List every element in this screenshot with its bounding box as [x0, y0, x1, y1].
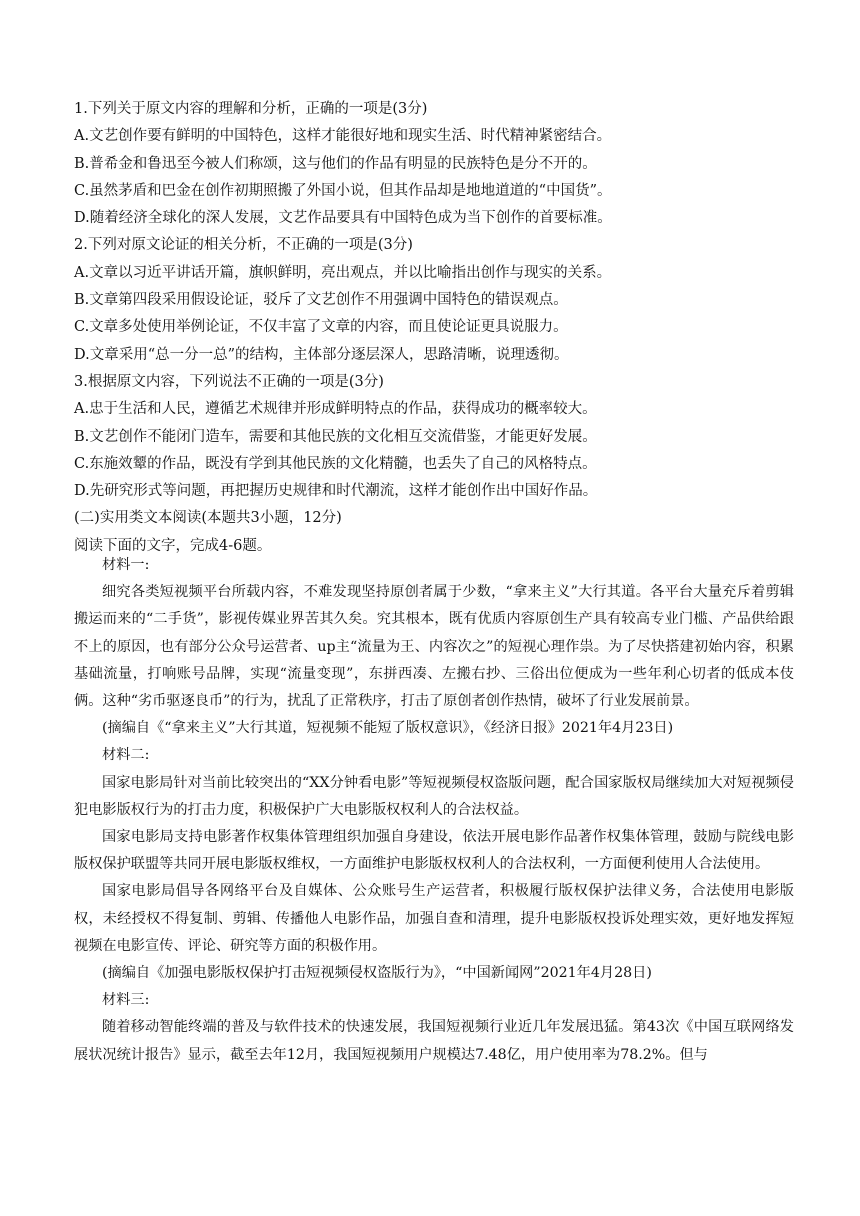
- material-2-paragraph-3: 国家电影局倡导各网络平台及自媒体、公众账号生产运营者，积极履行版权保护法律义务，合法使用电影版权，未经授权不得复制、剪辑、传播他人电影作品，加强自查和清理，提升电影版权投诉处理实效，更好地发挥短视频在电影宣传、评论、研究等方面的积极作用。: [74, 883, 794, 954]
- question-3-option-c: C.东施效颦的作品，既没有学到其他民族的文化精髓，也丢失了自己的风格特点。: [74, 455, 597, 472]
- material-3-label: 材料三:: [102, 992, 150, 1009]
- material-2-source: (摘编自《加强电影版权保护打击短视频侵权盗版行为》，“中国新闻网”2021年4月28日): [102, 965, 652, 982]
- material-1-label: 材料一:: [102, 557, 150, 573]
- question-1-option-b: B.普希金和鲁迅至今被人们称颂，这与他们的作品有明显的民族特色是分不开的。: [74, 155, 597, 172]
- question-1-option-c: C.虽然茅盾和巴金在创作初期照搬了外国小说，但其作品却是地地道道的“中国货”。: [74, 182, 612, 199]
- question-3-option-d: D.先研究形式等问题，再把握历史规律和时代潮流，这样才能创作出中国好作品。: [74, 483, 598, 500]
- question-3-stem: 3.根据原文内容，下列说法不正确的一项是(3分): [74, 373, 384, 390]
- question-2-option-a: A.文章以习近平讲话开篇，旗帜鲜明，亮出观点，并以比喻指出创作与现实的关系。: [74, 264, 612, 281]
- material-1-source: (摘编自《“拿来主义”大行其道，短视频不能短了版权意识》，《经济日报》2021年4月23日): [102, 720, 674, 737]
- material-1-paragraph: 细究各类短视频平台所载内容，不难发现坚持原创者属于少数，“拿来主义”大行其道。各平台大量充斥着剪辑搬运而来的“二手货”，影视传媒业界苦其久矣。究其根本，既有优质内容原创生产具有较高专业门槛、产品供给跟不上的原因，也有部分公众号运营者、up主“流量为王、内容次之”的短视心理作祟。为了尽快搭建初始内容，积累基础流量，打响账号品牌，实现“流量变现”，东拼西凑、左搬右抄、三俗出位便成为一些年利心切者的低成本伎俩。这种“劣币驱逐良币”的行为，扰乱了正常秩序，打击了原创者创作热情，破坏了行业发展前景。: [74, 584, 794, 710]
- question-2-stem: 2.下列对原文论证的相关分析，不正确的一项是(3分): [74, 237, 413, 254]
- question-2-option-b: B.文章第四段采用假设论证，驳斥了文艺创作不用强调中国特色的错误观点。: [74, 292, 568, 309]
- reading-materials: [74, 552, 794, 1069]
- question-3-option-b: B.文艺创作不能闭门造车，需要和其他民族的文化相互交流借鉴，才能更好发展。: [74, 428, 597, 445]
- question-1-option-d: D.随着经济全球化的深人发展，文艺作品要具有中国特色成为当下创作的首要标准。: [74, 210, 612, 227]
- section-2-instruction: 阅读下面的文字，完成4-6题。: [74, 537, 272, 554]
- question-1-stem: 1.下列关于原文内容的理解和分析，正确的一项是(3分): [74, 101, 428, 117]
- material-2-paragraph-1: 国家电影局针对当前比较突出的“XX分钟看电影”等短视频侵权盗版问题，配合国家版权局继续加大对短视频侵犯电影版权行为的打击力度，积极保护广大电影版权权利人的合法权益。: [74, 774, 794, 818]
- question-2-option-d: D.文章采用“总一分一总”的结构，主体部分逐层深人，思路清晰，说理透彻。: [74, 346, 569, 363]
- question-2-option-c: C.文章多处使用举例论证，不仅丰富了文章的内容，而且使论证更具说服力。: [74, 319, 568, 336]
- material-2-paragraph-2: 国家电影局支持电影著作权集体管理组织加强自身建设，依法开展电影作品著作权集体管理，鼓励与院线电影版权保护联盟等共同开展电影版权维权，一方面维护电影版权权利人的合法权利，一方面便利使用人合法使用。: [74, 829, 794, 873]
- material-3-paragraph: 随着移动智能终端的普及与软件技术的快速发展，我国短视频行业近几年发展迅猛。第43次《中国互联网络发展状况统计报告》显示，截至去年12月，我国短视频用户规模达7.48亿，用户使用率为78.2%。但与: [74, 1019, 794, 1063]
- question-1-option-a: A.文艺创作要有鲜明的中国特色，这样才能很好地和现实生活、时代精神紧密结合。: [74, 128, 612, 145]
- material-2-label: 材料二:: [102, 747, 150, 764]
- section-2-heading: (二)实用类文本阅读(本题共3小题，12分): [74, 510, 342, 527]
- multiple-choice-section: [74, 96, 794, 560]
- question-3-option-a: A.忠于生活和人民，遵循艺术规律并形成鲜明特点的作品，获得成功的概率较大。: [74, 401, 597, 418]
